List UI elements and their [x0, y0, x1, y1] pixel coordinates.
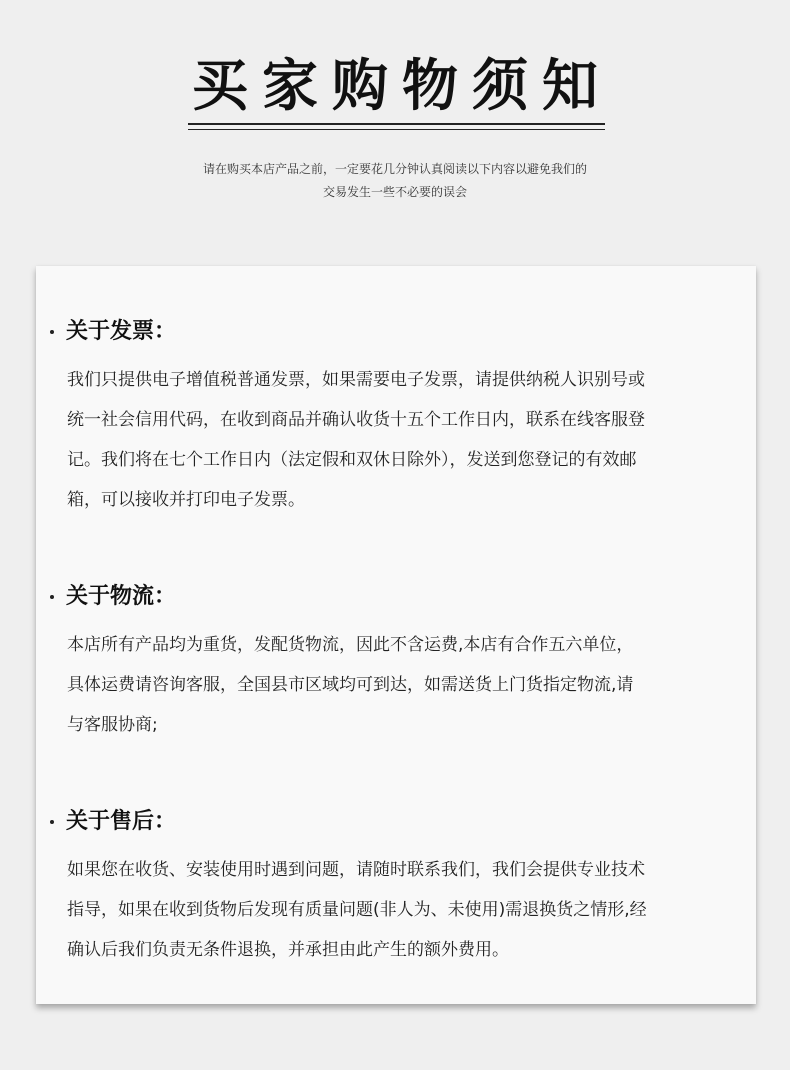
bullet-dot-icon [50, 330, 54, 334]
body-line: 指导，如果在收到货物后发现有质量问题(非人为、未使用)需退换货之情形,经 [67, 900, 647, 920]
section-invoice [36, 314, 756, 510]
subtitle [150, 158, 640, 204]
section-title: 关于物流： [66, 584, 177, 609]
body-line: 我们只提供电子增值税普通发票，如果需要电子发票，请提供纳税人识别号或 [67, 370, 645, 390]
section-heading [36, 804, 756, 844]
section-title: 关于售后： [66, 809, 177, 834]
bullet-dot-icon [50, 595, 54, 599]
body-line: 确认后我们负责无条件退换，并承担由此产生的额外费用。 [67, 940, 509, 960]
section-body [67, 360, 732, 520]
section-heading [36, 314, 756, 354]
section-body [67, 625, 732, 745]
header [0, 0, 790, 260]
bullet-dot-icon [50, 820, 54, 824]
body-line: 具体运费请咨询客服，全国县市区域均可到达，如需送货上门货指定物流,请 [67, 675, 634, 695]
section-body [67, 850, 732, 970]
body-line: 与客服协商; [67, 715, 158, 735]
section-title: 关于发票： [66, 319, 177, 344]
body-line: 如果您在收货、安装使用时遇到问题，请随时联系我们，我们会提供专业技术 [67, 860, 645, 880]
notice-card [36, 266, 756, 1004]
subtitle-line: 交易发生一些不必要的误会 [322, 185, 467, 199]
body-line: 箱，可以接收并打印电子发票。 [67, 490, 305, 510]
body-line: 本店所有产品均为重货，发配货物流，因此不含运费,本店有合作五六单位， [67, 635, 634, 655]
page-title: 买家购物须知 [192, 53, 612, 119]
title-underline-thin [188, 129, 605, 130]
subtitle-line: 请在购买本店产品之前，一定要花几分钟认真阅读以下内容以避免我们的 [202, 162, 587, 176]
title-underline-thick [188, 123, 605, 125]
section-logistics [36, 579, 756, 735]
body-line: 记。我们将在七个工作日内（法定假和双休日除外），发送到您登记的有效邮 [67, 450, 637, 470]
section-after-sales [36, 804, 756, 960]
section-heading [36, 579, 756, 619]
body-line: 统一社会信用代码，在收到商品并确认收货十五个工作日内，联系在线客服登 [67, 410, 645, 430]
